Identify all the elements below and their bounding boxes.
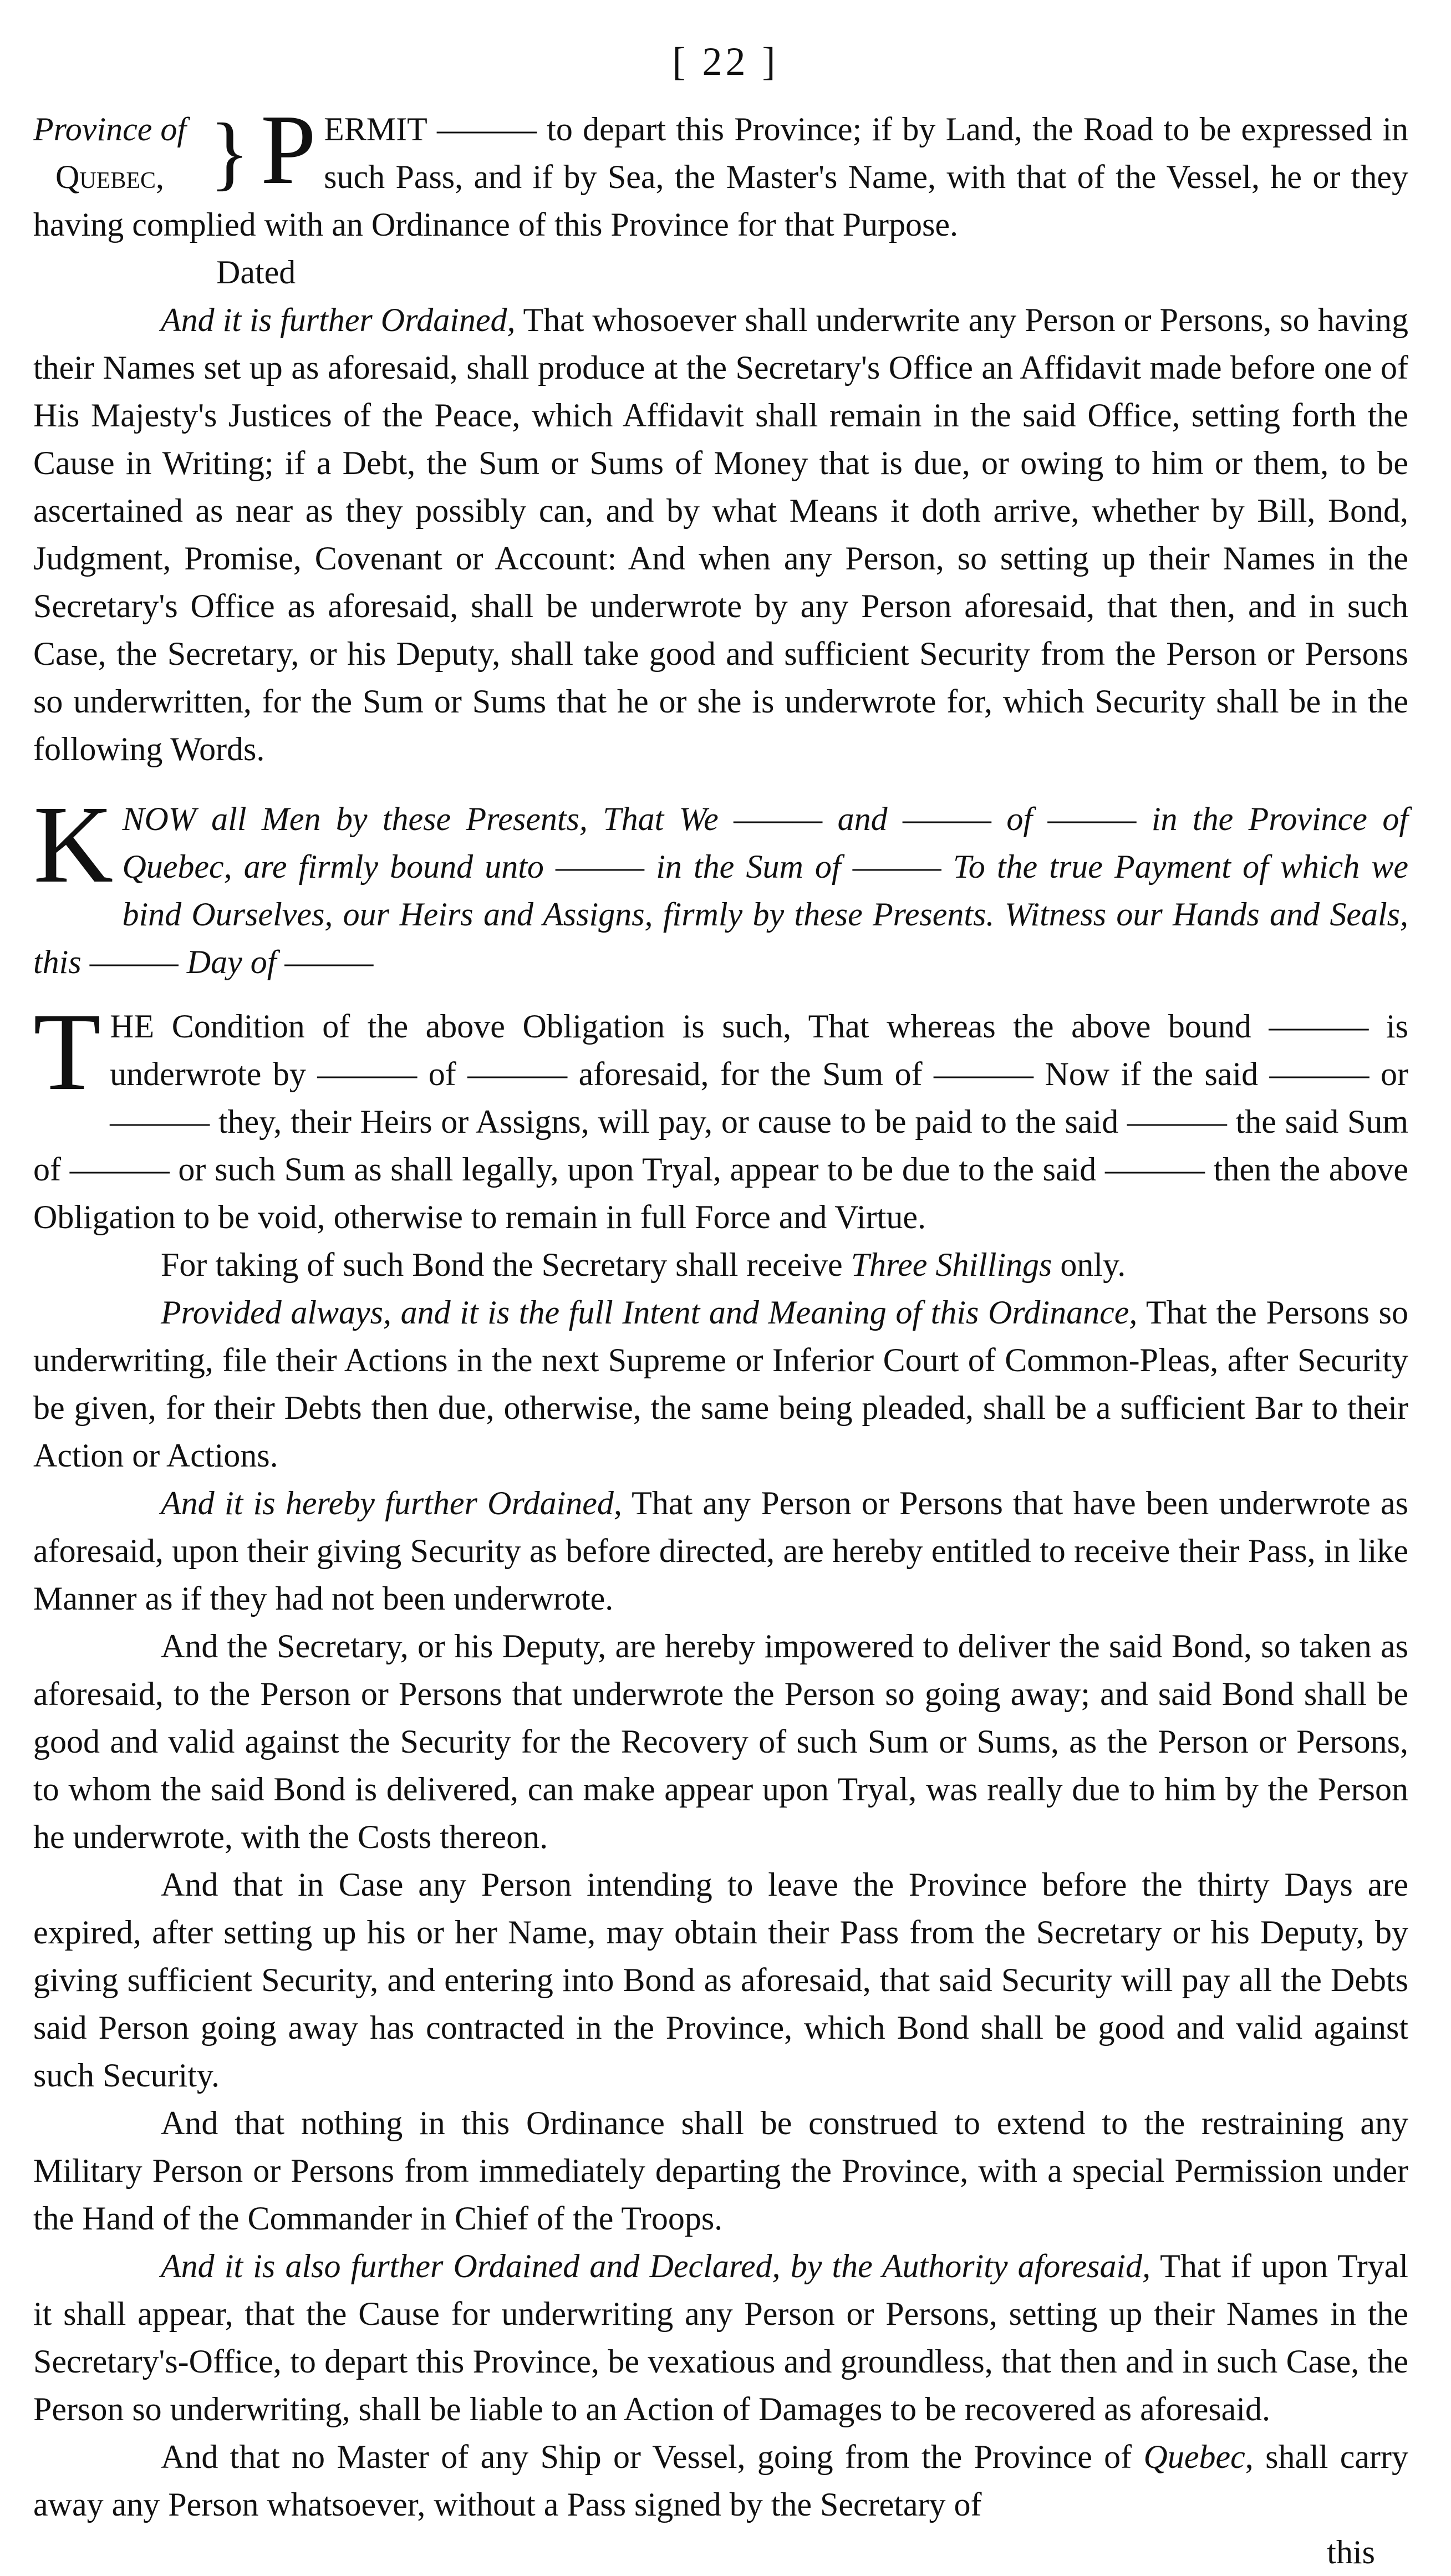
paragraph-further-ordained bbox=[33, 296, 1408, 773]
quebec-name: Quebec bbox=[1143, 2438, 1245, 2475]
master-text-pre: And that no Master of any Ship or Vessel, going from the Province of bbox=[161, 2438, 1144, 2475]
permit-text: ERMIT ——— to depart this Province; if by Land, the Road to be expressed in such Pass, and if by Sea, the Master's Name, with that of the Vessel, he or they having complied with an Ordinance of this Province for that Purpose. bbox=[33, 111, 1408, 243]
bond-text: NOW all Men by these Presents, That We ——— and ——— of ——— in the Province of Quebec, are firmly bound unto ——— in the Sum of ——— To the true Payment of which we bind Ourselves, our Heirs and Assigns, firmly by these Presents. Witness our Hands and Seals, this ——— Day of ——— bbox=[33, 801, 1408, 980]
paragraph-also bbox=[33, 2242, 1408, 2433]
bond-condition bbox=[33, 991, 1408, 1241]
paragraph-military: And that nothing in this Ordinance shall be construed to extend to the restraining any Military Person or Persons from immediately departing the Province, with a special Permission under the Hand of the Commander in Chief of the Troops. bbox=[33, 2105, 1408, 2237]
fee-amount: Three Shillings bbox=[851, 1246, 1052, 1283]
catchword: this bbox=[1327, 2534, 1375, 2570]
fee-text-pre: For taking of such Bond the Secretary shall receive bbox=[161, 1246, 851, 1283]
permit-form bbox=[33, 105, 1408, 248]
paragraph-text: That any Person or Persons that have been underwrote as aforesaid, upon their giving Security as before directed, are hereby entitled to receive their Pass, in like Manner as if they had not been underwrote. bbox=[33, 1485, 1408, 1617]
brace-icon: } bbox=[210, 106, 250, 198]
paragraph-lead: Provided always, and it is the full Intent and Meaning of this Ordinance, bbox=[161, 1294, 1138, 1331]
drop-cap-t: T bbox=[33, 991, 101, 1113]
paragraph-fee bbox=[33, 1241, 1408, 1289]
permit-dated: Dated bbox=[216, 254, 296, 291]
province-marginal-note bbox=[33, 105, 255, 201]
paragraph-hereby bbox=[33, 1479, 1408, 1622]
bond-form bbox=[33, 783, 1408, 986]
master-text-post: , shall carry away any Person whatsoever, without a Pass signed by the Secretary of bbox=[33, 2438, 1408, 2523]
ordinance-text bbox=[33, 105, 1408, 2576]
quebec-label: Quebec, bbox=[55, 159, 164, 195]
drop-cap-k: K bbox=[33, 783, 114, 906]
paragraph-text: That whosoever shall underwrite any Person or Persons, so having their Names set up as aforesaid, shall produce at the Secretary's Office an Affidavit made before one of His Majesty's Justices of the Peace, which Affidavit shall remain in the said Office, setting forth the Cause in Writing; if a Debt, the Sum or Sums of Money that is due, or owing to him or them, to be ascertained as near as they possibly can, and by what Means it doth arrive, whether by Bill, Bond, Judgment, Promise, Covenant or Account: And when any Person, so setting up their Names in the Secretary's Office as aforesaid, shall be underwrote by any Person aforesaid, that then, and in such Case, the Secretary, or his Deputy, shall take good and sufficient Security from the Person or Persons so underwritten, for the Sum or Sums that he or she is underwrote for, which Security shall be in the following Words. bbox=[33, 302, 1408, 767]
fee-text-post: only. bbox=[1052, 1246, 1126, 1283]
drop-cap-p: P bbox=[261, 105, 317, 205]
paragraph-lead: And it is hereby further Ordained, bbox=[161, 1485, 622, 1521]
condition-text: HE Condition of the above Obligation is such, That whereas the above bound ——— is underwrote by ——— of ——— aforesaid, for the Sum of ——— Now if the said ——— or ——— they, their Heirs or Assigns, will pay, or cause to be paid to the said ——— the said Sum of ——— or such Sum as shall legally, upon Tryal, appear to be due to the said ——— then the above Obligation to be void, otherwise to remain in full Force and Virtue. bbox=[33, 1008, 1408, 1235]
paragraph-master bbox=[33, 2433, 1408, 2528]
paragraph-lead: And it is further Ordained, bbox=[161, 302, 516, 338]
page-number: [ 22 ] bbox=[672, 39, 779, 84]
paragraph-case: And that in Case any Person intending to leave the Province before the thirty Days are expired, after setting up his or her Name, may obtain their Pass from the Secretary or his Deputy, by giving sufficient Security, and entering into Bond as aforesaid, that said Security will pay all the Debts said Person going away has contracted in the Province, which Bond shall be good and valid against such Security. bbox=[33, 1866, 1408, 2094]
paragraph-secretary: And the Secretary, or his Deputy, are hereby impowered to deliver the said Bond, so taken as aforesaid, to the Person or Persons that underwrote the Person so going away; and said Bond shall be good and valid against the Security for the Recovery of such Sum or Sums, as the Person or Persons, to whom the said Bond is delivered, can make appear upon Tryal, was really due to him by the Person he underwrote, with the Costs thereon. bbox=[33, 1628, 1408, 1855]
paragraph-lead: And it is also further Ordained and Declared, by the Authority aforesaid, bbox=[161, 2248, 1151, 2284]
province-label: Province of bbox=[33, 111, 187, 147]
paragraph-provided bbox=[33, 1289, 1408, 1479]
paragraph-text: That the Persons so underwriting, file their Actions in the next Supreme or Inferior Court of Common-Pleas, after Security be given, for their Debts then due, otherwise, the same being pleaded, shall be a sufficient Bar to their Action or Actions. bbox=[33, 1294, 1408, 1474]
paragraph-text: That if upon Tryal it shall appear, that the Cause for underwriting any Person or Persons, setting up their Names in the Secretary's-Office, to depart this Province, be vexatious and groundless, that then and in such Case, the Person so underwriting, shall be liable to an Action of Damages to be recovered as aforesaid. bbox=[33, 2248, 1408, 2427]
